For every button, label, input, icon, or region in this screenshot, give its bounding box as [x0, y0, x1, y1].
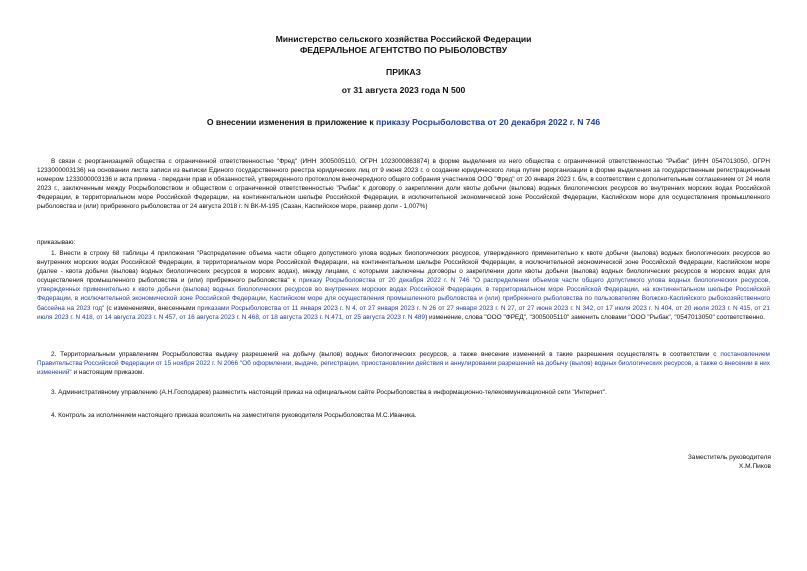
- title-link[interactable]: приказу Росрыболовства от 20 декабря 2022 г. N 746: [376, 117, 601, 127]
- item-2-text-b: и настоящим приказом.: [71, 369, 145, 377]
- preamble-paragraph: В связи с реорганизацией общества с ограниченной ответственностью "Фред" (ИНН 3005005110, ОГРН 1023000863874) в форме выделения из него общества с ограниченной ответственностью "Рыбак" (ИНН 0547013050, ОГРН 1233000003136) на основании листа записи из выписки Единого государственного реестра юридических лиц от 9 июня 2023 г. о создании юридического лица путем реорганизации в форме выделения за государственным регистрационным номером 1233000003136 и акта приема - передачи прав и обязанностей, утвержденного протоколом внеочередного общего собрания участников ООО "Фред" от 20 января 2023 г. б/н, в соответствии с дополнительным соглашением от 24 июля 2023 г., заключенным между Росрыболовством и обществом с ограниченной ответственностью "Рыбак" к договору о закреплении доли квоты добычи (вылова) водных биологических ресурсов во внутренних морских водах Российской Федерации, в территориальном море Российской Федерации, на континентальном шельфе Российской Федерации, в исключительной экономической зоне Российской Федерации, Каспийском море для осуществления промышленного рыболовства и (или) прибрежного рыболовства от 24 августа 2018 г. N ВК-М-195 (Сазан, Каспийское море, размер доли - 1,007%): [37, 158, 770, 211]
- item-1-text-a: 1. Внести в строку 68 таблицы 4 приложения "Распределение объема части общего допустимого улова водных биологических ресурсов, утвержденного применительно к квоте добычи (вылова) водных биологических ресурсов во внутренних морских водах Российской Федерации, в территориальном море Российской Федерации, на континентальном шельфе Российской Федерации, в исключительной экономической зоне Российской Федерации, Каспийском море (далее - квота добычи (вылова) водных биологических ресурсов в морских водах), между лицами, с которыми заключены договоры о закреплении доли квоты добычи (вылова) водных биологических ресурсов в морских водах для осуществления промышленного рыболовства и (или) прибрежного рыболовства" к: [37, 250, 770, 285]
- item-1-text-c: ) изменение, слова "ООО "ФРЕД", "3005005110" заменить словами "ООО "Рыбак", "0547013050" соответственно.: [425, 313, 765, 321]
- preamble-block: [37, 157, 770, 212]
- item-1-text-b: (с изменениями, внесенными: [104, 304, 198, 312]
- item-3-paragraph: 3. Административному управлению (А.Н.Господарев) разместить настоящий приказ на официальном сайте Росрыболовства в информационно-телекоммуникационной сети "Интернет".: [51, 389, 607, 396]
- orders-word-block: [37, 238, 770, 247]
- signatory-name: Х.М.Пиков: [738, 463, 771, 471]
- signatory-position: Заместитель руководителя: [687, 454, 771, 461]
- item-1-block: [37, 249, 770, 322]
- item-3-block: [37, 388, 770, 397]
- item-2-block: [37, 350, 770, 377]
- agency-name: ФЕДЕРАЛЬНОЕ АГЕНТСТВО ПО РЫБОЛОВСТВУ: [299, 45, 508, 55]
- item-2-text-a: 2. Территориальным управлениям Росрыболовства выдачу разрешений на добычу (вылов) водных биологических ресурсов, а также внесение изменений в такие разрешения осуществлять в соответствии с: [51, 351, 721, 358]
- document-date-number: от 31 августа 2023 года N 500: [341, 85, 466, 95]
- ministry-name: Министерство сельского хозяйства Российской Федерации: [275, 34, 532, 44]
- document-type: ПРИКАЗ: [386, 67, 421, 77]
- item-1-link-amendments[interactable]: приказами Росрыболовства от 11 января 2023 г. N 4, от 27 января 2023 г. N 26 от 27 января 2023 г. N 27, от 27 июня 2023 г. N 342, от 17 июля 2023 г. N 404, от 20 июля 2023 г. N 415, от 21 июля 2023 г. N 418, от 14 августа 2023 г. N 457, от 16 августа 2023 г. N 468, от 18 августа 2023 г. N 471, от 25 августа 2023 г. N 489: [37, 304, 770, 321]
- document-title: [0, 117, 807, 127]
- item-2-link-resolution[interactable]: постановлением Правительства Российской Федерации от 15 ноября 2022 г. N 2066 "Об оформлении, выдаче, регистрации, приостановлении действия и аннулировании разрешений на добычу (вылов) водных биологических ресурсов, а также о внесении в них изменений": [37, 351, 770, 377]
- orders-word: приказываю:: [37, 239, 76, 246]
- item-1-paragraph: [37, 249, 770, 322]
- item-1-link-order[interactable]: приказу Росрыболовства от 20 декабря 2022 г. N 746 "О распределении объемов части общего допустимого улова водных биологических ресурсов, утвержденных применительно к квоте добычи (вылова) водных биологических ресурсов во внутренних морских водах Российской Федерации, в территориальном море Российской Федерации, на континентальном шельфе Российской Федерации, в исключительной экономической зоне Российской Федерации, Каспийском море для осуществления промышленного рыболовства и (или) прибрежного рыболовства по пользователям Волжско-Каспийского рыбохозяйственного бассейна на 2023 год": [37, 277, 770, 312]
- item-4-paragraph: 4. Контроль за исполнением настоящего приказа возложить на заместителя руководителя Росрыболовства М.С.Иваника.: [51, 412, 417, 419]
- item-2-paragraph: [37, 350, 770, 377]
- item-4-block: [37, 411, 770, 420]
- title-prefix: О внесении изменения в приложение к: [206, 117, 377, 127]
- signature-block: [688, 453, 771, 472]
